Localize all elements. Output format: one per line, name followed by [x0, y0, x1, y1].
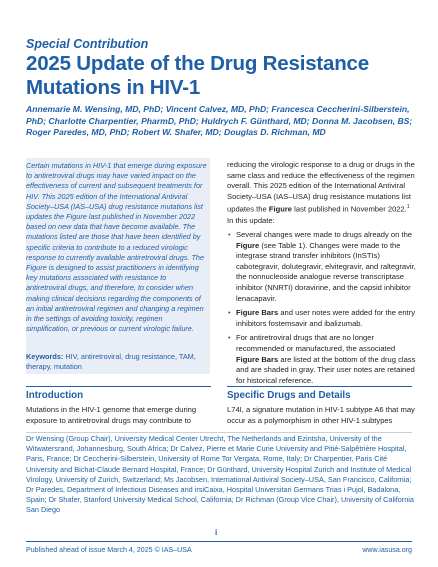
abstract-box: [26, 158, 210, 374]
website-link[interactable]: www.iasusa.org: [362, 546, 412, 554]
specific-drugs-text: L74I, a signature mutation in HIV-1 subtype A6 that may occur as a polymorphism in other HIV-1 subtypes: [227, 405, 415, 425]
list-item: [227, 308, 417, 329]
intro-text-b: last published in November 2022.: [294, 204, 407, 214]
intro-paragraph: [227, 160, 417, 226]
bullet-icon: •: [228, 308, 231, 318]
intro-text-a: reducing the virologic response to a drug or drugs in the same class and reduce the effectiveness of the regimen overall. This 2025 edition of the International Antiviral Society–USA (IAS–USA) drug resistance mutations list updates the: [227, 160, 415, 214]
bullet3-text-a: For antiretroviral drugs that are no longer recommended or manufactured, the associated: [236, 333, 396, 354]
affiliation-divider: [26, 432, 412, 433]
keywords-text: HIV, antiretroviral, drug resistance, TAM, therapy, mutation: [26, 352, 196, 372]
section-label: Special Contribution: [26, 37, 149, 51]
keywords: [26, 352, 210, 372]
list-item: [227, 230, 417, 304]
intro-text-c: In this update:: [227, 215, 275, 225]
footer-divider: [26, 541, 412, 542]
publication-note: Published ahead of issue March 4, 2025 © IAS–USA: [26, 546, 192, 554]
figure-ref: Figure: [268, 204, 293, 214]
right-column: [227, 160, 417, 390]
page-number: i: [215, 528, 218, 537]
bullet1-text-a: Several changes were made to drugs already on the: [236, 230, 413, 240]
section-divider: [227, 386, 412, 387]
bullet-icon: •: [228, 333, 231, 343]
abstract-text: Certain mutations in HIV-1 that emerge during exposure to antiretroviral drugs may have varied impact on the effectiveness of current and subsequent treatments for HIV. This 2025 edition of the International Antiviral Society–USA (IAS–USA) drug resistance mutations list updates the Figure last published in November 2022 based on new data that have become available. The mutations listed are those that have been identified by specific criteria to contribute to a reduced virologic response to currently available antiretroviral drugs. The Figure is designed to assist practitioners in identifying key mutations associated with resistance to antiretroviral drugs, and therefore, to consider when making clinical decisions regarding the components of an initial antiretroviral regimen and changing a regimen in the settings of avoiding toxicity, regimen simplification, or previous or current virologic failure.: [26, 161, 207, 334]
specific-drugs-heading: Specific Drugs and Details: [227, 390, 351, 401]
figure-ref: Figure: [236, 240, 260, 250]
update-list: [227, 230, 417, 386]
citation-sup: 1: [406, 204, 410, 211]
bullet2-text: and user notes were added for the entry inhibitors fostemsavir and ibalizumab.: [236, 308, 415, 328]
introduction-heading: Introduction: [26, 390, 84, 401]
figure-bars-ref: Figure Bars: [236, 308, 279, 318]
author-affiliations: Dr Wensing (Group Chair), University Medical Center Utrecht, The Netherlands and Ezintsha, University of the Witwatersrand, Johannesburg, South Africa; Dr Calvez, Pierre et Marie Curie University and Pitié-Salpêtrière Hospital, Paris, France; Dr Ceccherini-Silberstein, University of Rome Tor Vergata, Rome, Italy; Dr Charpentier, Paris Cité University and Bichat-Claude Bernard Hospital, France; Dr Günthard, University Hospital Zurich and Institute of Medical Virology, University of Zurich, Switzerland; Ms Jacobsen, International Antiviral Society–USA, San Francisco, California; Dr Paredes, Department of Infectious Diseases and irsiCaixa, Hospital Universitari Germans Trias i Pujol, Badalona, Spain; Dr Shafer, Stanford University Medical School, California; Dr Richman (Group Vice Chair), University of California San Diego: [26, 434, 414, 515]
section-divider: [26, 386, 211, 387]
keywords-label: Keywords:: [26, 352, 64, 361]
list-item: [227, 333, 417, 386]
bullet1-text-b: (see Table 1). Changes were made to the integrase strand transfer inhibitors (InSTIs) cabotegravir, dolutegravir, elvitegravir, and raltegravir, the nonnucleoside analogue reverse transcriptase inhibitor (NNRTI) doravirine, and the capsid inhibitor lenacapavir.: [236, 240, 416, 303]
author-list: Annemarie M. Wensing, MD, PhD; Vincent Calvez, MD, PhD; Francesca Ceccherini-Silberstein, PhD; Charlotte Charpentier, PharmD, PhD; Huldrych F. Günthard, MD; Donna M. Jacobsen, BS; Roger Paredes, MD, PhD; Robert W. Shafer, MD; Douglas D. Richman, MD: [26, 104, 413, 138]
article-title: 2025 Update of the Drug Resistance Mutations in HIV-1: [26, 52, 369, 99]
figure-bars-ref: Figure Bars: [236, 354, 279, 364]
introduction-text: Mutations in the HIV-1 genome that emerge during exposure to antiretroviral drugs may contribute to: [26, 405, 197, 425]
bullet-icon: •: [228, 230, 231, 240]
bullet3-text-b: are listed at the bottom of the drug class and are shaded in gray. Their user notes are retained for historical reference.: [236, 354, 416, 385]
